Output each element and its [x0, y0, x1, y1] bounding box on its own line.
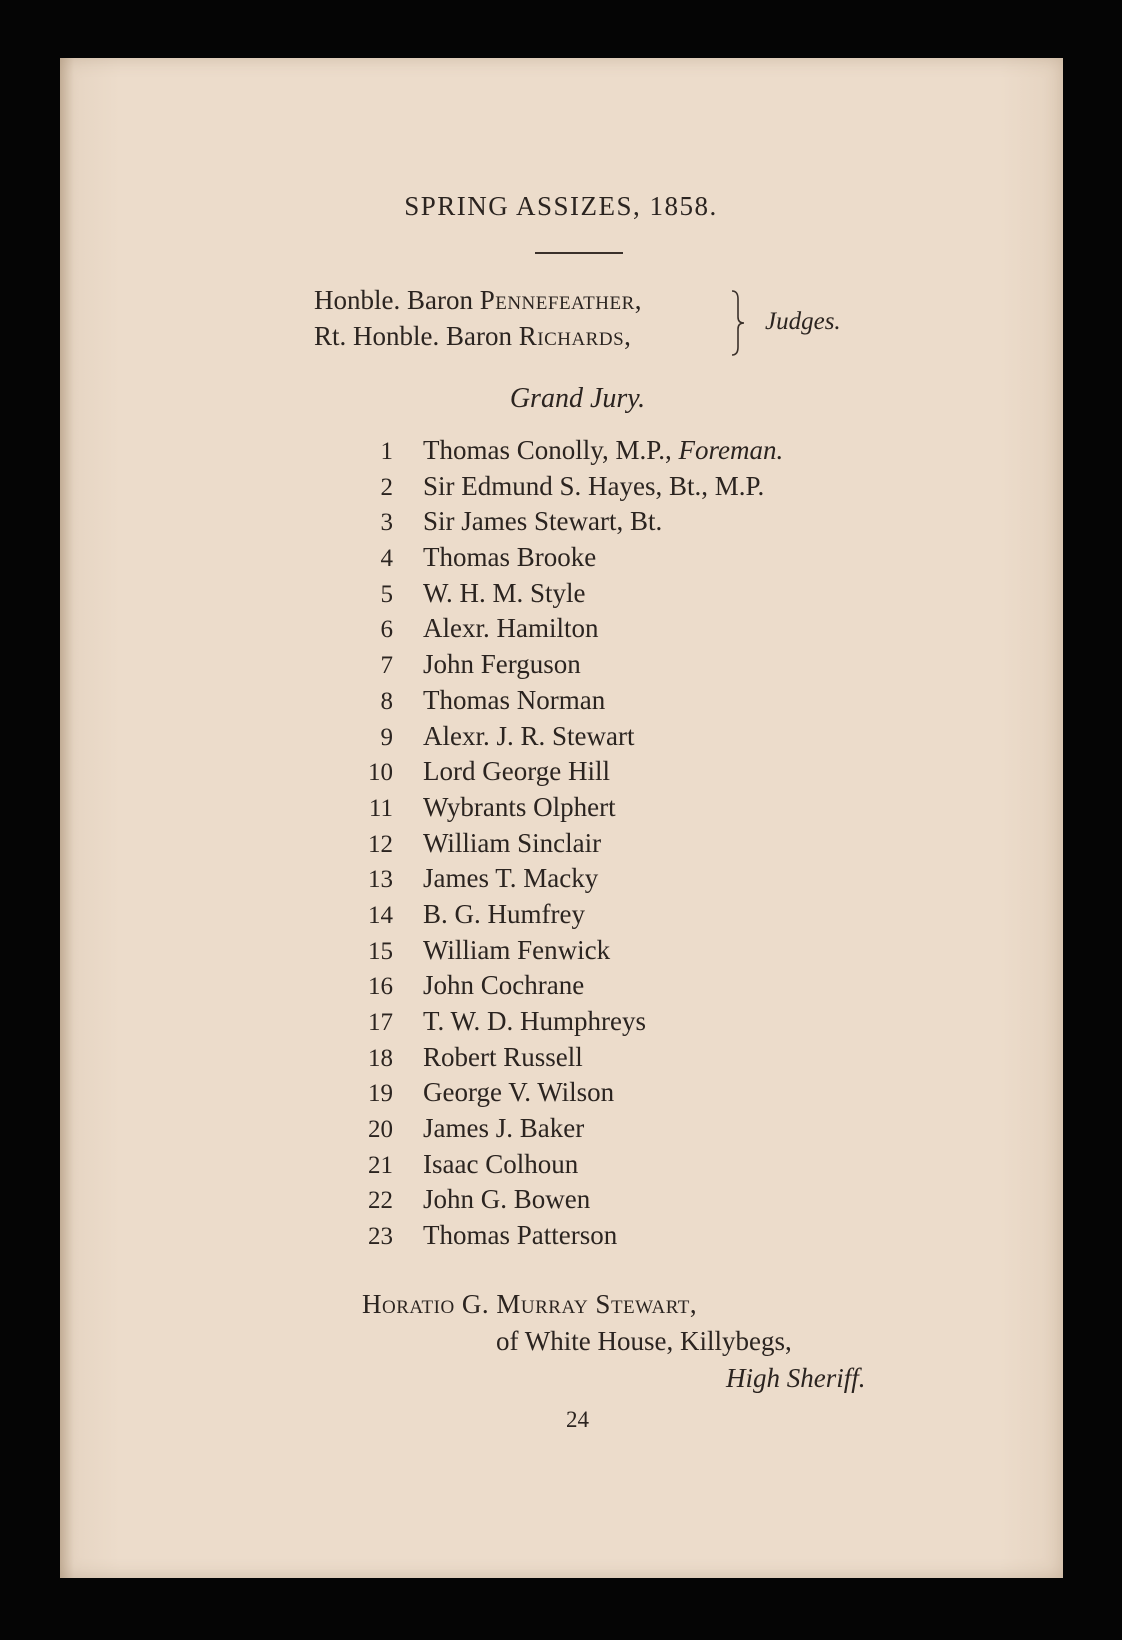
- juror-number: 22: [368, 1187, 393, 1215]
- list-item: [340, 433, 783, 469]
- juror-name: Sir James Stewart, Bt.: [423, 506, 663, 537]
- juror-name: William Fenwick: [423, 934, 611, 965]
- juror-name: James J. Baker: [423, 1113, 585, 1144]
- list-item: [340, 1040, 783, 1076]
- juror-name: John Ferguson: [423, 649, 581, 680]
- juror-name: Thomas Brooke: [423, 542, 597, 573]
- list-item: [340, 611, 783, 647]
- high-sheriff-block: [362, 1286, 866, 1397]
- juror-number: 11: [368, 794, 393, 822]
- list-item: [340, 1111, 783, 1147]
- juror-name: B. G. Humfrey: [423, 898, 585, 929]
- list-item: [340, 1147, 783, 1183]
- juror-name: John Cochrane: [423, 970, 585, 1001]
- juror-name: Lord George Hill: [423, 756, 610, 787]
- juror-number: 16: [368, 973, 393, 1001]
- grand-jury-list: [340, 433, 783, 1254]
- list-item: [340, 719, 783, 755]
- sheriff-office: High Sheriff.: [726, 1363, 866, 1393]
- list-item: [340, 826, 783, 862]
- juror-number: 15: [368, 937, 393, 965]
- juror-number: 23: [368, 1223, 393, 1251]
- juror-name: John G. Bowen: [423, 1184, 591, 1215]
- juror-number: 21: [368, 1151, 393, 1179]
- juror-number: 9: [380, 723, 393, 751]
- judge-1-name: Pennefeather,: [479, 285, 643, 315]
- juror-name: Wybrants Olphert: [423, 791, 616, 822]
- juror-number: 17: [368, 1009, 393, 1036]
- juror-number: 18: [368, 1044, 393, 1072]
- juror-number: 3: [380, 509, 393, 537]
- judge-2-name: Richards,: [518, 321, 632, 351]
- juror-name: Robert Russell: [423, 1041, 583, 1072]
- juror-number: 20: [368, 1116, 393, 1144]
- judges-brace: [728, 287, 748, 359]
- judges-names: [314, 282, 642, 354]
- juror-number: 10: [368, 759, 393, 787]
- juror-number: 6: [380, 616, 393, 644]
- juror-name: Alexr. J. R. Stewart: [423, 720, 635, 751]
- juror-name: Sir Edmund S. Hayes, Bt., M.P.: [423, 470, 765, 501]
- sheriff-address: of White House, Killybegs,: [496, 1326, 792, 1356]
- list-item: [340, 469, 783, 505]
- list-item: [340, 790, 783, 826]
- grand-jury-heading: Grand Jury.: [509, 383, 646, 414]
- page-title: SPRING ASSIZES, 1858.: [404, 191, 718, 221]
- list-item: [340, 933, 783, 969]
- sheriff-name: Horatio G. Murray Stewart,: [362, 1289, 698, 1319]
- juror-name: Thomas Norman: [423, 684, 606, 715]
- juror-name: James T. Macky: [423, 863, 599, 894]
- juror-number: 12: [368, 830, 393, 858]
- juror-title: Foreman.: [678, 435, 784, 465]
- juror-number: 8: [380, 687, 393, 715]
- title-rule: [535, 252, 623, 254]
- juror-number: 7: [380, 652, 393, 680]
- juror-name: William Sinclair: [423, 827, 602, 858]
- judge-line-1: Honble. Baron Pennefeather,: [314, 285, 643, 315]
- list-item: [340, 504, 783, 540]
- juror-number: 2: [380, 473, 393, 501]
- juror-name: W. H. M. Style: [423, 577, 586, 608]
- list-item: [340, 647, 783, 683]
- juror-name: Alexr. Hamilton: [423, 613, 599, 644]
- list-item: [340, 1218, 783, 1254]
- judge-line-2: Rt. Honble. Baron Richards,: [314, 321, 632, 351]
- list-item: [340, 897, 783, 933]
- list-item: [340, 1075, 783, 1111]
- judges-label: Judges.: [765, 308, 841, 335]
- juror-number: 1: [380, 438, 393, 465]
- list-item: [340, 861, 783, 897]
- list-item: [340, 1004, 783, 1040]
- page-number: 24: [566, 1407, 589, 1432]
- list-item: [340, 754, 783, 790]
- juror-number: 19: [368, 1080, 393, 1108]
- juror-name: Thomas Conolly, M.P.,: [423, 435, 679, 465]
- juror-number: 5: [380, 580, 393, 608]
- list-item: [340, 683, 783, 719]
- juror-number: 4: [380, 545, 393, 573]
- juror-name: T. W. D. Humphreys: [423, 1006, 646, 1036]
- juror-number: 13: [368, 866, 393, 894]
- list-item: [340, 1182, 783, 1218]
- juror-number: 14: [368, 901, 393, 929]
- juror-name: Thomas Patterson: [423, 1220, 618, 1251]
- juror-name: Isaac Colhoun: [423, 1148, 579, 1179]
- list-item: [340, 576, 783, 612]
- juror-name: George V. Wilson: [423, 1077, 615, 1108]
- list-item: [340, 968, 783, 1004]
- list-item: [340, 540, 783, 576]
